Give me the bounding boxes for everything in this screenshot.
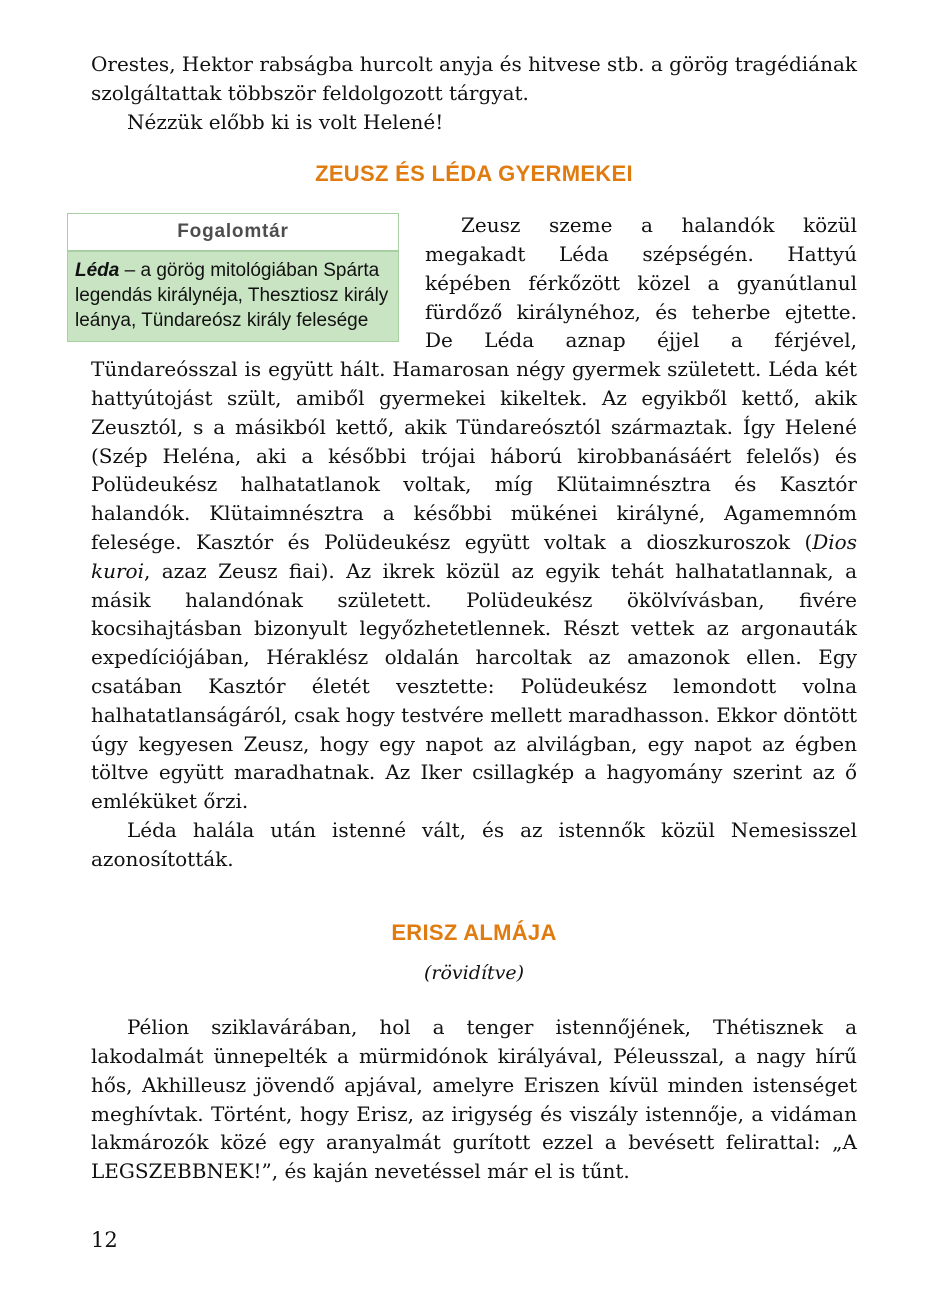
intro-paragraph-2: Nézzük előbb ki is volt Helené! [127, 109, 444, 134]
section2-paragraph-1: Pélion sziklavárában, hol a tenger istennőjének, Thétisznek a lakodalmát ünnepelték a mürmidónok királyával, Péleusszal, a nagy hírű hős, Akhilleusz jövendő apjával, amelyre Eriszen kívül minden istenséget meghívtak. Történt, hogy Erisz, az irigység és viszály istennője, a vidáman lakmározók közé egy aranyalmát gurított ezzel a bevésett felirattal: „A LEGSZEBBNEK!”, és kaján nevetéssel már el is tűnt. [91, 1015, 857, 1184]
section1-paragraph-1-text: Zeusz szeme a halandók közül megakadt Léda szépségén. Hattyú képében férkőzött közel a gyanútlanul fürdőző királynéhoz, és teherbe ejtette. De Léda aznap éjjel a férjével, Tündareósszal is együtt hált. Hamarosan négy gyermek született. Léda két hattyútojást szült, amiből gyermekei kikeltek. Az egyikből kettő, akik Zeusztól, s a másikból kettő, akik Tündareósztól származtak. Így Helené (Szép Heléna, aki a későbbi trójai háború kirobbanásáért felelős) és Polüdeukész halhatatlanok voltak, míg Klütaimnésztra és Kasztór halandók. Klütaimnésztra a későbbi mükénei királyné, Agamemnóm felesége. Kasztór és Polüdeukész együtt voltak a dioszkuroszok ( [91, 213, 857, 554]
page-content [75, 50, 857, 1186]
glossary-title: Fogalomtár [68, 214, 398, 252]
glossary-term: Léda [75, 260, 120, 282]
section1-paragraph-1-end: , azaz Zeusz fiai). Az ikrek közül az egyik tehát halhatatlannak, a másik halandónak született. Polüdeukész ökölvívásban, fivére kocsihajtásban bizonyult legyőzhetetlennek. Részt vettek az argonauták expedíciójában, Héraklész oldalán harcoltak az amazonok ellen. Egy csatában Kasztór életét vesztette: Polüdeukész lemondott volna halhatatlanságáról, csak hogy testvére mellett maradhasson. Ekkor döntött úgy kegyesen Zeusz, hogy egy napot az alvilágban, egy napot az égben töltve együtt maradhatnak. Az Iker csillagkép a hagyomány szerint az ő emléküket őrzi. [91, 558, 857, 814]
glossary-definition: – a görög mitológiában Spárta legendás királynéja, Thesztiosz király leánya, Tündareósz király felesége [75, 260, 389, 332]
section1-italic-term: Dios kuroi [91, 529, 857, 583]
page-number: 12 [91, 1228, 118, 1252]
intro-paragraph-1: Orestes, Hektor rabságba hurcolt anyja és hitvese stb. a görög tragédiának szolgáltattak többször feldolgozott tárgyat. [91, 52, 857, 105]
glossary-box [67, 213, 399, 342]
section2-subtitle: (rövidítve) [423, 962, 524, 985]
section1-paragraph-2: Léda halála után istenné vált, és az istennők közül Nemesisszel azonosították. [91, 817, 857, 871]
section-heading-erisz-almaja: ERISZ ALMÁJA [391, 919, 557, 945]
section-heading-zeusz-leda: ZEUSZ ÉS LÉDA GYERMEKEI [315, 161, 633, 187]
glossary-body [68, 252, 398, 341]
